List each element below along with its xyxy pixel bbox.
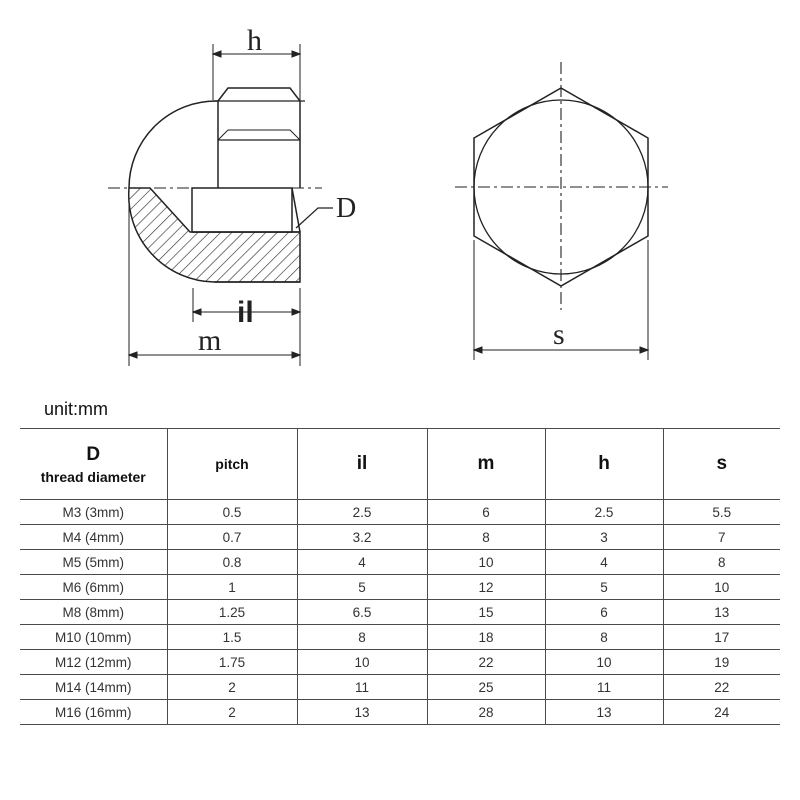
cell-thread: M4 (4mm) <box>20 525 167 550</box>
unit-label: unit:mm <box>44 399 109 419</box>
header-il: il <box>297 429 427 500</box>
header-d-letter: D <box>86 443 101 465</box>
header-h: h <box>545 429 663 500</box>
cell-il: 11 <box>297 675 427 700</box>
header-thread-diameter <box>20 429 167 500</box>
cell-h: 6 <box>545 600 663 625</box>
table-row <box>20 675 780 700</box>
header-m: m <box>427 429 545 500</box>
cell-s: 7 <box>663 525 780 550</box>
cell-pitch: 0.8 <box>167 550 297 575</box>
cell-m: 8 <box>427 525 545 550</box>
label-m: m <box>198 324 222 357</box>
cell-il: 8 <box>297 625 427 650</box>
cell-h: 2.5 <box>545 500 663 525</box>
cell-il: 6.5 <box>297 600 427 625</box>
cell-il: 10 <box>297 650 427 675</box>
cell-pitch: 2 <box>167 700 297 725</box>
cell-thread: M10 (10mm) <box>20 625 167 650</box>
table-row <box>20 575 780 600</box>
cell-s: 8 <box>663 550 780 575</box>
cell-m: 15 <box>427 600 545 625</box>
cell-thread: M14 (14mm) <box>20 675 167 700</box>
header-d-sub: thread diameter <box>40 468 146 485</box>
cell-thread: M6 (6mm) <box>20 575 167 600</box>
label-d: D <box>336 193 357 224</box>
cell-s: 5.5 <box>663 500 780 525</box>
cell-thread: M8 (8mm) <box>20 600 167 625</box>
cell-h: 5 <box>545 575 663 600</box>
acorn-nut-technical-drawing <box>0 0 800 390</box>
cell-h: 10 <box>545 650 663 675</box>
cell-pitch: 1 <box>167 575 297 600</box>
cell-h: 13 <box>545 700 663 725</box>
dome-outline <box>129 101 218 188</box>
table-row <box>20 550 780 575</box>
header-s: s <box>663 429 780 500</box>
cell-m: 28 <box>427 700 545 725</box>
label-h: h <box>247 24 262 57</box>
table-row <box>20 600 780 625</box>
table-row <box>20 700 780 725</box>
cell-m: 22 <box>427 650 545 675</box>
cell-s: 10 <box>663 575 780 600</box>
cell-m: 10 <box>427 550 545 575</box>
table-row <box>20 525 780 550</box>
cell-il: 13 <box>297 700 427 725</box>
cell-h: 4 <box>545 550 663 575</box>
cell-pitch: 2 <box>167 675 297 700</box>
cell-pitch: 0.7 <box>167 525 297 550</box>
cell-h: 11 <box>545 675 663 700</box>
cell-m: 6 <box>427 500 545 525</box>
cell-s: 24 <box>663 700 780 725</box>
cell-m: 25 <box>427 675 545 700</box>
cell-h: 8 <box>545 625 663 650</box>
cell-h: 3 <box>545 525 663 550</box>
cell-s: 17 <box>663 625 780 650</box>
cell-pitch: 1.5 <box>167 625 297 650</box>
cell-s: 22 <box>663 675 780 700</box>
cell-m: 18 <box>427 625 545 650</box>
table-row <box>20 500 780 525</box>
table-row <box>20 650 780 675</box>
label-s: s <box>553 318 565 351</box>
cell-pitch: 0.5 <box>167 500 297 525</box>
cell-s: 13 <box>663 600 780 625</box>
cell-pitch: 1.75 <box>167 650 297 675</box>
hex-body-top <box>218 88 300 188</box>
label-il: il <box>237 296 254 329</box>
table-row <box>20 625 780 650</box>
cell-thread: M16 (16mm) <box>20 700 167 725</box>
cell-s: 19 <box>663 650 780 675</box>
cell-il: 4 <box>297 550 427 575</box>
header-pitch: pitch <box>167 429 297 500</box>
table-header-row <box>20 429 780 500</box>
cell-thread: M5 (5mm) <box>20 550 167 575</box>
specification-table <box>20 428 780 725</box>
leader-d <box>296 208 333 228</box>
cell-il: 3.2 <box>297 525 427 550</box>
cell-m: 12 <box>427 575 545 600</box>
cell-il: 5 <box>297 575 427 600</box>
cell-il: 2.5 <box>297 500 427 525</box>
cell-pitch: 1.25 <box>167 600 297 625</box>
thread-bore <box>192 188 292 232</box>
cell-thread: M12 (12mm) <box>20 650 167 675</box>
side-section-view <box>129 88 305 282</box>
cell-thread: M3 (3mm) <box>20 500 167 525</box>
